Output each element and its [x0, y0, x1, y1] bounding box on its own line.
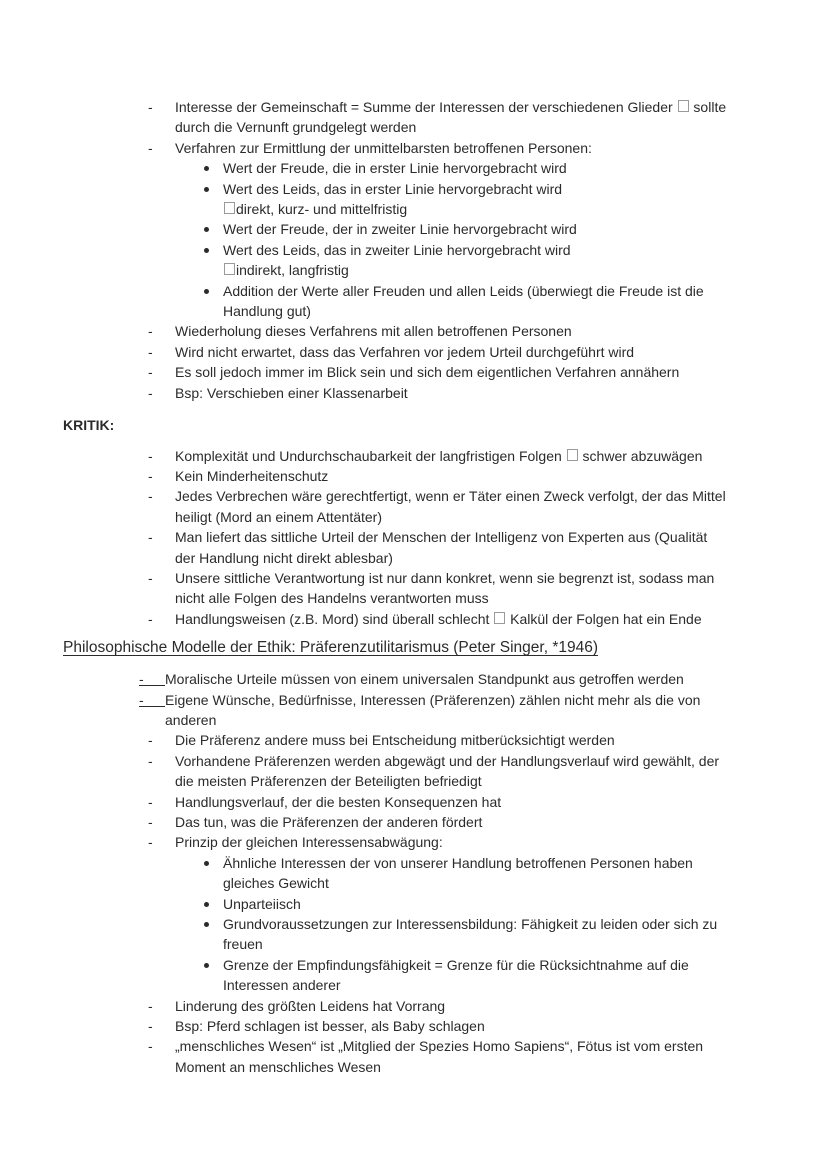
- list-item-text: Linderung des größten Leidens hat Vorrang: [175, 997, 446, 1014]
- missing-glyph-box-icon: [224, 263, 235, 275]
- dash-marker: -: [148, 1038, 153, 1055]
- list-item: [148, 812, 828, 832]
- list-item-text: Unsere sittliche Verantwortung ist nur dann konkret, wenn sie begrenzt ist, sodass man nicht alle Folgen des Handelns verantworten muss: [175, 569, 715, 607]
- dash-marker: -: [148, 752, 153, 769]
- dash-underline-marker: -: [139, 690, 165, 707]
- list-item: [203, 955, 828, 996]
- list-item: [203, 240, 828, 281]
- list-item: [148, 362, 828, 382]
- list-item: [203, 219, 828, 239]
- list-item-text: Wird nicht erwartet, dass das Verfahren vor jedem Urteil durchgeführt wird: [175, 343, 635, 360]
- list-item: [148, 1016, 828, 1036]
- list-item: [148, 568, 828, 609]
- dash-marker: -: [148, 732, 153, 749]
- dash-marker: -: [148, 814, 153, 830]
- list-item-text: Komplexität und Undurchschaubarkeit der langfristigen Folgen schwer abzuwägen: [175, 447, 703, 464]
- list-item: [148, 466, 828, 486]
- list-item-text: Bsp: Verschieben einer Klassenarbeit: [175, 384, 408, 401]
- bullet-dot-icon: [204, 922, 209, 927]
- bullet-dot-icon: [204, 166, 209, 171]
- list-item-text: „menschliches Wesen“ ist „Mitglied der Spezies Homo Sapiens“, Fötus ist vom ersten Moment an menschliches Wesen: [175, 1038, 704, 1075]
- dash-marker: -: [148, 610, 153, 627]
- list-item-text: Addition der Werte aller Freuden und allen Leids (überwiegt die Freude ist die Handlung gut): [223, 282, 704, 320]
- missing-glyph-box-icon: [678, 100, 689, 112]
- list-item-text: Ähnliche Interessen der von unserer Handlung betroffenen Personen haben gleiches Gewicht: [223, 854, 693, 892]
- list-item-text: Jedes Verbrechen wäre gerechtfertigt, wenn er Täter einen Zweck verfolgt, der das Mittel heiligt (Mord an einem Attentäter): [175, 488, 726, 525]
- list-item-text: Es soll jedoch immer im Blick sein und sich dem eigentlichen Verfahren annähern: [175, 364, 680, 381]
- bullet-dot-icon: [204, 963, 209, 968]
- list-item: [148, 342, 828, 362]
- list-item-text: Prinzip der gleichen Interessensabwägung:: [175, 834, 443, 851]
- verfahren-list: [0, 97, 828, 403]
- dash-marker: -: [148, 447, 153, 464]
- bullet-dot-icon: [204, 187, 209, 192]
- dash-marker: -: [148, 384, 153, 401]
- list-item-text: Das tun, was die Präferenzen der anderen fördert: [175, 814, 483, 830]
- dash-marker: -: [148, 569, 153, 586]
- dash-marker: -: [148, 997, 153, 1014]
- bullet-dot-icon: [204, 861, 209, 866]
- list-item: [148, 97, 828, 138]
- list-item-text: Wiederholung dieses Verfahrens mit allen betroffenen Personen: [175, 323, 572, 340]
- praeferenz-list: [0, 669, 828, 1077]
- bullet-dot-icon: [204, 289, 209, 294]
- list-item-text: Vorhandene Präferenzen werden abgewägt und der Handlungsverlauf wird gewählt, der die meisten Präferenzen der Beteiligten befriedigt: [175, 752, 720, 790]
- list-item: [203, 281, 828, 322]
- list-item-text: Die Präferenz andere muss bei Entscheidung mitberücksichtigt werden: [175, 732, 615, 749]
- list-item-text: Handlungsverlauf, der die besten Konsequenzen hat: [175, 793, 502, 810]
- bullet-dot-icon: [204, 248, 209, 253]
- dash-marker: -: [148, 99, 153, 115]
- bullet-dot-icon: [204, 227, 209, 232]
- list-item: [203, 853, 828, 894]
- dash-marker: -: [148, 488, 153, 505]
- list-item-text: Bsp: Pferd schlagen ist besser, als Baby schlagen: [175, 1018, 485, 1035]
- list-item: [203, 894, 828, 914]
- list-item-text: Man liefert das sittliche Urteil der Menschen der Intelligenz von Experten aus (Qualität der Handlung nicht direkt ablesbar): [175, 529, 708, 566]
- missing-glyph-box-icon: [494, 612, 505, 624]
- list-item-text: Moralische Urteile müssen von einem universalen Standpunkt aus getroffen werden: [165, 671, 684, 688]
- list-item: [203, 158, 828, 178]
- kritik-heading: KRITIK:: [63, 417, 115, 434]
- dash-marker: -: [148, 323, 153, 340]
- list-item-text: Eigene Wünsche, Bedürfnisse, Interessen (Präferenzen) zählen nicht mehr als die von anderen: [165, 691, 701, 728]
- list-item-text: Verfahren zur Ermittlung der unmittelbarsten betroffenen Personen:: [175, 139, 592, 156]
- list-item-text: Unparteiisch: [223, 895, 301, 912]
- dash-marker: -: [148, 1018, 153, 1035]
- list-item-text: Grenze der Empfindungsfähigkeit = Grenze für die Rücksichtnahme auf die Interessen anderer: [223, 956, 689, 994]
- dash-marker: -: [148, 834, 153, 851]
- list-item-text: Wert der Freude, der in zweiter Linie hervorgebracht wird: [223, 221, 577, 238]
- kritik-list: [0, 446, 828, 630]
- list-item: [139, 669, 828, 689]
- dash-marker: -: [148, 364, 153, 381]
- list-item: [148, 730, 828, 750]
- list-item: [203, 179, 828, 220]
- dash-marker: -: [148, 343, 153, 360]
- list-item: [148, 832, 828, 852]
- list-item: [148, 1036, 828, 1077]
- section-heading-praeferenzutilitarismus: Philosophische Modelle der Ethik: Präferenzutilitarismus (Peter Singer, *1946): [63, 639, 599, 657]
- list-item-text: Kein Minderheitenschutz: [175, 467, 329, 484]
- list-item-text: Wert des Leids, das in erster Linie hervorgebracht wird direkt, kurz- und mittelfristig: [223, 180, 563, 218]
- dash-marker: -: [148, 139, 153, 156]
- list-item: [148, 486, 828, 527]
- list-item: [148, 792, 828, 812]
- list-item: [139, 690, 828, 731]
- list-item: [148, 609, 828, 629]
- missing-glyph-box-icon: [567, 449, 578, 461]
- list-item: [148, 751, 828, 792]
- list-item: [148, 138, 828, 158]
- list-item: [148, 527, 828, 568]
- list-item: [148, 383, 828, 403]
- list-item: [148, 996, 828, 1016]
- list-item: [148, 446, 828, 466]
- list-item-text: Grundvoraussetzungen zur Interessensbildung: Fähigkeit zu leiden oder sich zu freuen: [223, 916, 718, 953]
- dash-marker: -: [148, 529, 153, 546]
- list-item: [148, 321, 828, 341]
- dash-underline-marker: -: [139, 669, 165, 686]
- missing-glyph-box-icon: [224, 202, 235, 214]
- list-item-text: Wert der Freude, die in erster Linie hervorgebracht wird: [223, 160, 567, 177]
- list-item-text: Wert des Leids, das in zweiter Linie hervorgebracht wird indirekt, langfristig: [223, 241, 571, 279]
- list-item: [203, 914, 828, 955]
- bullet-dot-icon: [204, 902, 209, 907]
- list-item-text: Interesse der Gemeinschaft = Summe der Interessen der verschiedenen Glieder sollte durch die Vernunft grundgelegt werden: [175, 99, 727, 136]
- dash-marker: -: [148, 793, 153, 810]
- dash-marker: -: [148, 467, 153, 484]
- list-item-text: Handlungsweisen (z.B. Mord) sind überall schlecht Kalkül der Folgen hat ein Ende: [175, 610, 702, 627]
